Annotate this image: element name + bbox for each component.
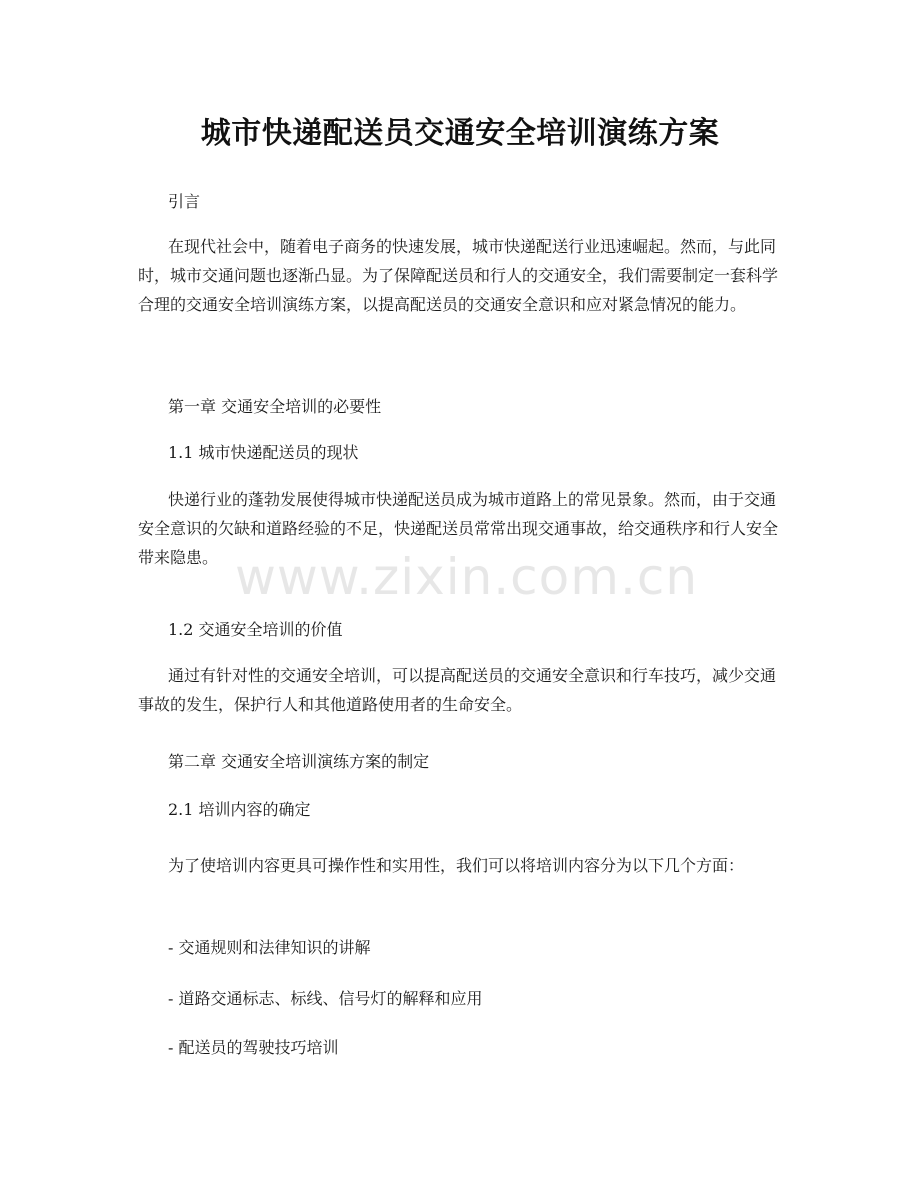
paragraph-section-1-2: 通过有针对性的交通安全培训，可以提高配送员的交通安全意识和行车技巧，减少交通事故的发生，保护行人和其他道路使用者的生命安全。	[138, 666, 777, 714]
list-item-road-signs: - 道路交通标志、标线、信号灯的解释和应用	[168, 989, 483, 1008]
heading-chapter-2: 第二章 交通安全培训演练方案的制定	[168, 752, 430, 771]
document-title: 城市快递配送员交通安全培训演练方案	[200, 116, 720, 151]
list-item-driving-skills: - 配送员的驾驶技巧培训	[168, 1038, 339, 1057]
heading-chapter-1: 第一章 交通安全培训的必要性	[168, 397, 382, 416]
list-item-traffic-rules: - 交通规则和法律知识的讲解	[168, 938, 371, 957]
heading-section-1-2: 1.2 交通安全培训的价值	[168, 620, 343, 639]
heading-section-2-1: 2.1 培训内容的确定	[168, 800, 311, 819]
paragraph-introduction: 在现代社会中，随着电子商务的快速发展，城市快递配送行业迅速崛起。然而，与此同时，城市交通问题也逐渐凸显。为了保障配送员和行人的交通安全，我们需要制定一套科学合理的交通安全培训演练方案，以提高配送员的交通安全意识和应对紧急情况的能力。	[138, 237, 779, 314]
heading-introduction: 引言	[168, 192, 201, 211]
paragraph-section-1-1: 快递行业的蓬勃发展使得城市快递配送员成为城市道路上的常见景象。然而，由于交通安全意识的欠缺和道路经验的不足，快递配送员常常出现交通事故，给交通秩序和行人安全带来隐患。	[138, 490, 779, 567]
heading-section-1-1: 1.1 城市快递配送员的现状	[168, 443, 359, 462]
watermark: www.zixin.com.cn	[235, 548, 699, 606]
paragraph-section-2-1: 为了使培训内容更具可操作性和实用性，我们可以将培训内容分为以下几个方面：	[168, 856, 745, 875]
